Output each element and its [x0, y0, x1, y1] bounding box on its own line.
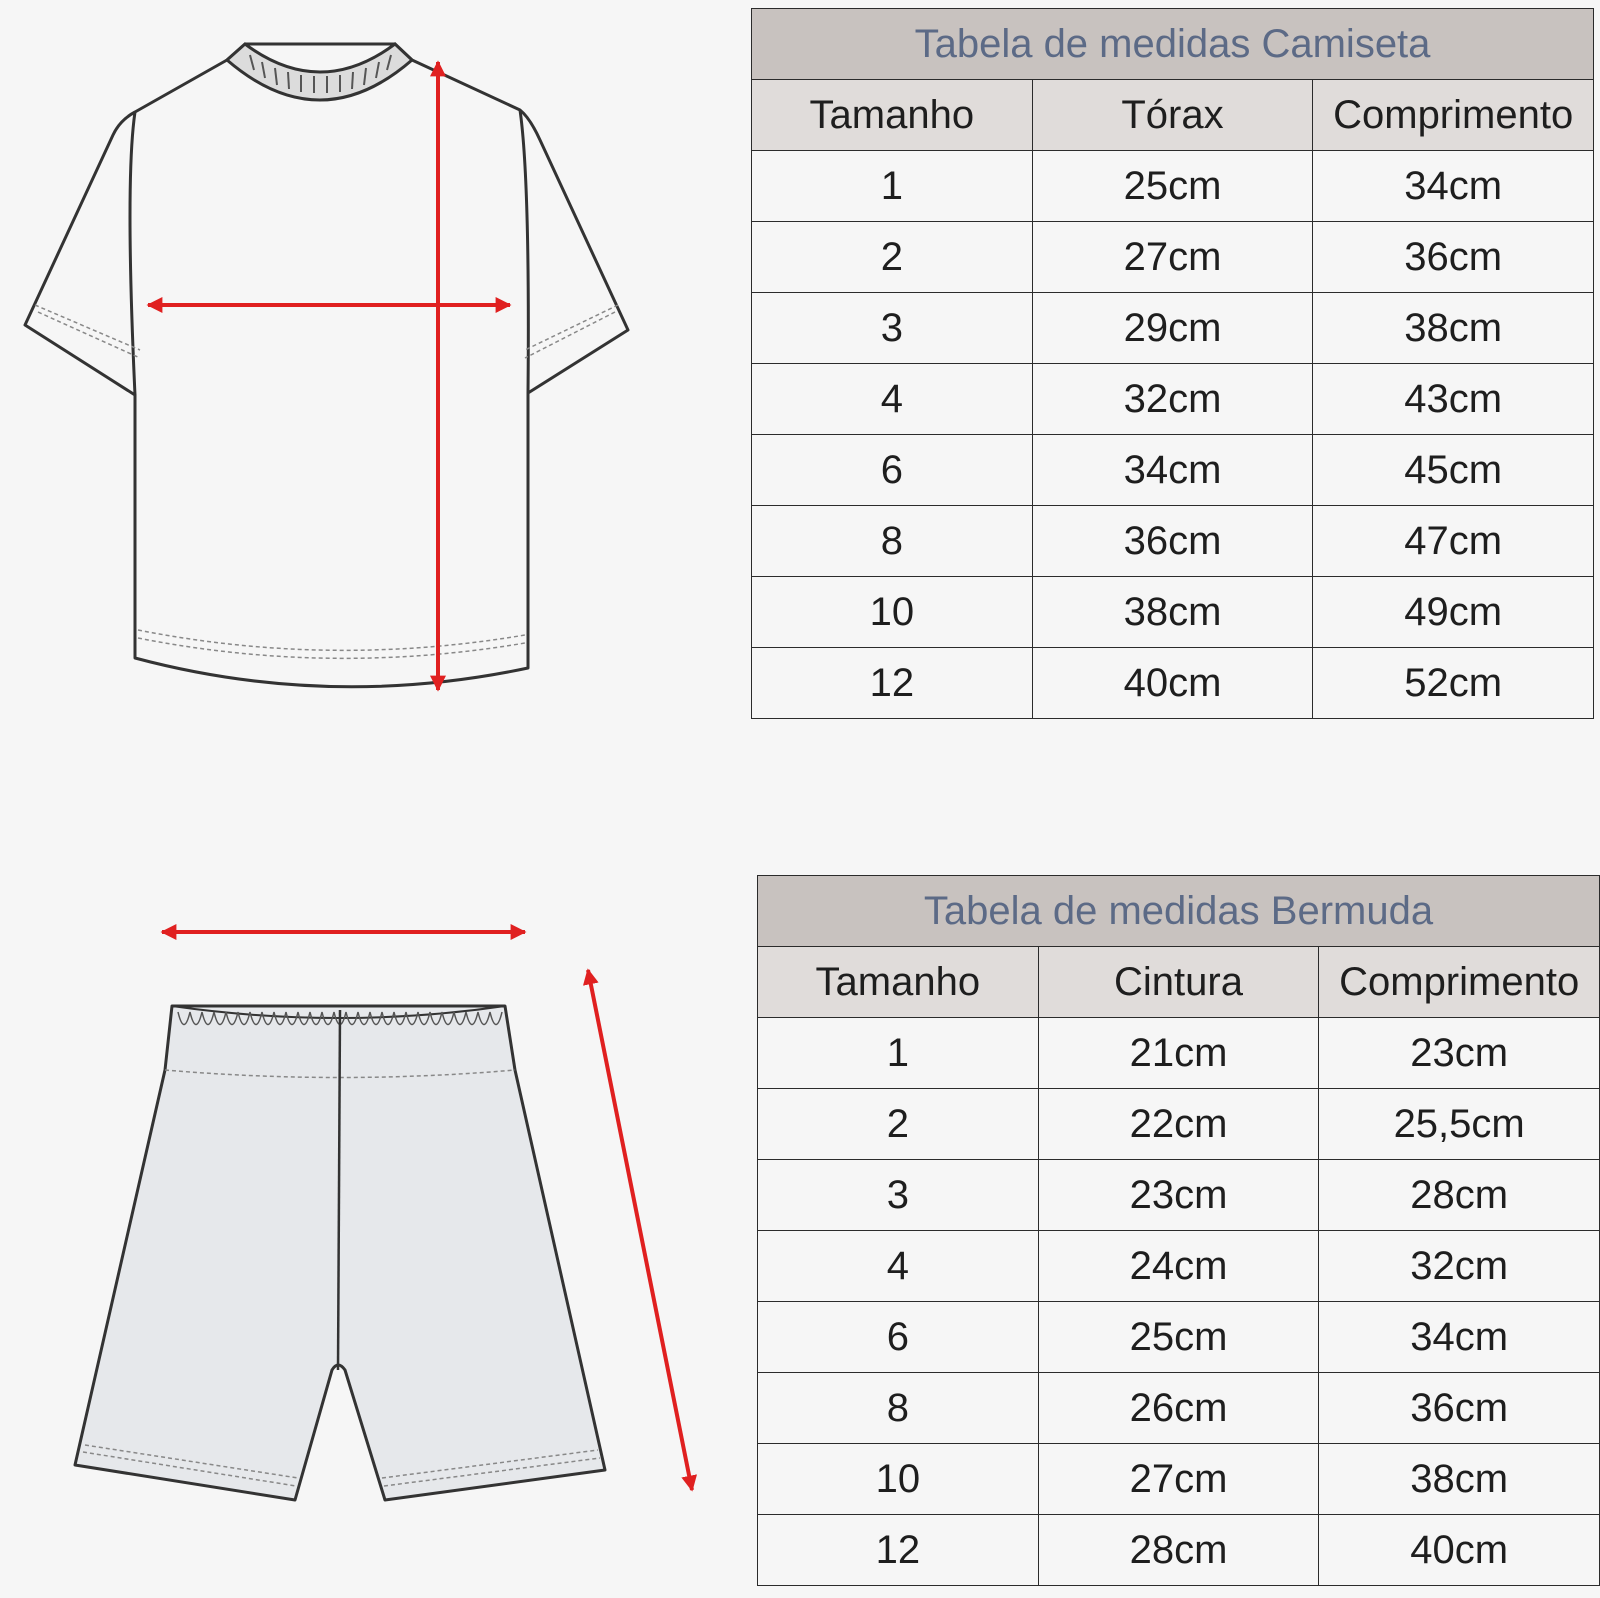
- length-cell: 32cm: [1319, 1231, 1600, 1302]
- table-row: [752, 648, 1594, 719]
- table-row: [752, 435, 1594, 506]
- size-cell: 10: [752, 577, 1033, 648]
- length-cell: 49cm: [1313, 577, 1594, 648]
- table-row: [758, 1160, 1600, 1231]
- camiseta-header-row: [752, 80, 1594, 151]
- table-row: [758, 1018, 1600, 1089]
- waist-cell: 24cm: [1038, 1231, 1319, 1302]
- table-row: [758, 1302, 1600, 1373]
- chest-cell: 38cm: [1032, 577, 1313, 648]
- bermuda-table-title: Tabela de medidas Bermuda: [758, 876, 1600, 947]
- chest-cell: 40cm: [1032, 648, 1313, 719]
- shorts-length-arrow: [588, 970, 692, 1490]
- length-cell: 34cm: [1319, 1302, 1600, 1373]
- bermuda-header-row: [758, 947, 1600, 1018]
- waist-cell: 21cm: [1038, 1018, 1319, 1089]
- table-row: [758, 1444, 1600, 1515]
- table-row: [752, 151, 1594, 222]
- chest-cell: 27cm: [1032, 222, 1313, 293]
- length-cell: 25,5cm: [1319, 1089, 1600, 1160]
- col-header-comprimento: Comprimento: [1319, 947, 1600, 1018]
- waist-cell: 25cm: [1038, 1302, 1319, 1373]
- length-cell: 36cm: [1313, 222, 1594, 293]
- size-cell: 8: [758, 1373, 1039, 1444]
- size-cell: 6: [758, 1302, 1039, 1373]
- size-cell: 4: [752, 364, 1033, 435]
- table-row: [752, 293, 1594, 364]
- chest-cell: 36cm: [1032, 506, 1313, 577]
- size-cell: 4: [758, 1231, 1039, 1302]
- chest-cell: 32cm: [1032, 364, 1313, 435]
- table-row: [758, 1089, 1600, 1160]
- length-cell: 38cm: [1319, 1444, 1600, 1515]
- length-cell: 28cm: [1319, 1160, 1600, 1231]
- table-row: [758, 1231, 1600, 1302]
- bermuda-size-table: [757, 875, 1600, 1586]
- length-cell: 38cm: [1313, 293, 1594, 364]
- col-header-tamanho: Tamanho: [752, 80, 1033, 151]
- length-cell: 45cm: [1313, 435, 1594, 506]
- size-cell: 12: [758, 1515, 1039, 1586]
- table-row: [752, 577, 1594, 648]
- chest-cell: 25cm: [1032, 151, 1313, 222]
- tshirt-illustration: [0, 0, 720, 720]
- col-header-tamanho: Tamanho: [758, 947, 1039, 1018]
- table-row: [752, 506, 1594, 577]
- shorts-illustration: [0, 880, 720, 1520]
- size-cell: 6: [752, 435, 1033, 506]
- size-cell: 3: [758, 1160, 1039, 1231]
- size-cell: 10: [758, 1444, 1039, 1515]
- length-cell: 36cm: [1319, 1373, 1600, 1444]
- col-header-cintura: Cintura: [1038, 947, 1319, 1018]
- length-cell: 52cm: [1313, 648, 1594, 719]
- table-row: [758, 1515, 1600, 1586]
- chest-cell: 34cm: [1032, 435, 1313, 506]
- table-row: [752, 364, 1594, 435]
- size-cell: 1: [752, 151, 1033, 222]
- col-header-torax: Tórax: [1032, 80, 1313, 151]
- waist-cell: 26cm: [1038, 1373, 1319, 1444]
- size-cell: 3: [752, 293, 1033, 364]
- table-row: [752, 222, 1594, 293]
- length-cell: 40cm: [1319, 1515, 1600, 1586]
- table-row: [758, 1373, 1600, 1444]
- waist-cell: 27cm: [1038, 1444, 1319, 1515]
- waist-cell: 28cm: [1038, 1515, 1319, 1586]
- col-header-comprimento: Comprimento: [1313, 80, 1594, 151]
- size-cell: 8: [752, 506, 1033, 577]
- length-cell: 34cm: [1313, 151, 1594, 222]
- length-cell: 43cm: [1313, 364, 1594, 435]
- camiseta-table-title: Tabela de medidas Camiseta: [752, 9, 1594, 80]
- size-cell: 12: [752, 648, 1033, 719]
- chest-cell: 29cm: [1032, 293, 1313, 364]
- waist-cell: 23cm: [1038, 1160, 1319, 1231]
- length-cell: 23cm: [1319, 1018, 1600, 1089]
- size-cell: 2: [758, 1089, 1039, 1160]
- size-cell: 2: [752, 222, 1033, 293]
- waist-cell: 22cm: [1038, 1089, 1319, 1160]
- size-cell: 1: [758, 1018, 1039, 1089]
- camiseta-size-table: [751, 8, 1594, 719]
- length-cell: 47cm: [1313, 506, 1594, 577]
- tshirt-outline: [25, 44, 628, 687]
